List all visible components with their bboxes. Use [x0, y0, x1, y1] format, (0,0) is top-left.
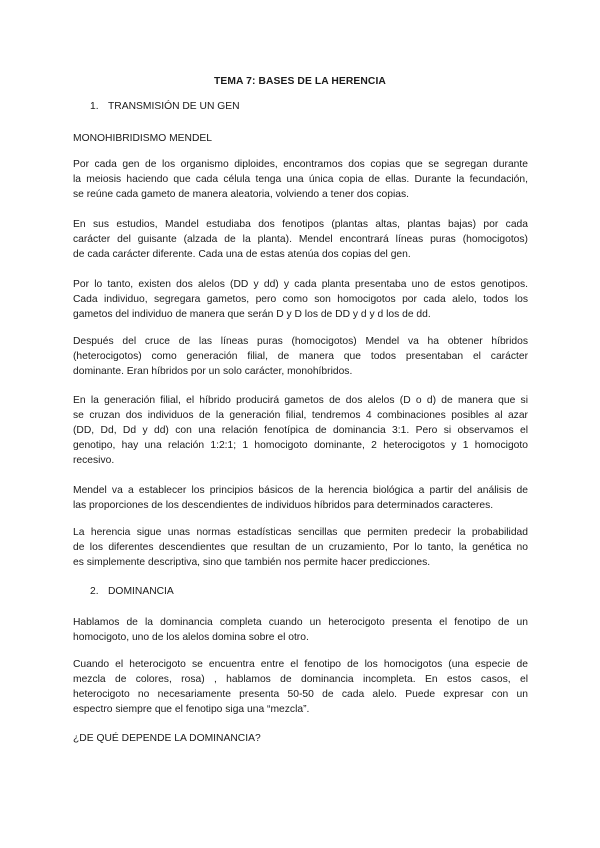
paragraph: [73, 525, 528, 570]
text-line: espectro siempre que el fenotipo siga una “mezcla”.: [73, 704, 310, 715]
section-label: DOMINANCIA: [108, 586, 174, 597]
question-heading: ¿DE QUÉ DEPENDE LA DOMINANCIA?: [73, 733, 261, 744]
text-line: de cada carácter diferente. Cada una de estas atenúa dos copias del gen.: [73, 249, 411, 260]
text-line: homocigoto, uno de los alelos domina sobre el otro.: [73, 632, 309, 643]
paragraph: [73, 615, 528, 645]
text-line: Por cada gen de los organismo diploides, encontramos dos copias que se segregan durante: [73, 159, 528, 170]
text-line: (DD, Dd, Dd y dd) con una relación fenotípica de dominancia 3:1. Pero si observamos el: [73, 425, 528, 436]
text-line: mezcla de colores, rosa) , hablamos de dominancia incompleta. En estos casos, el: [73, 674, 528, 685]
text-line: heterocigoto no necesariamente presenta 50-50 de cada alelo. Puede expresar con un: [73, 689, 528, 700]
text-line: es simplemente descriptiva, sino que también nos permite hacer predicciones.: [73, 557, 431, 568]
text-line: dominante. Eran híbridos por un solo carácter, monohíbridos.: [73, 366, 353, 377]
section-number: 1.: [90, 101, 99, 112]
text-line: las proporciones de los descendientes de individuos híbridos para determinados caracteres.: [73, 500, 494, 511]
text-line: Mendel va a establecer los principios básicos de la herencia biológica a partir del análisis de: [73, 485, 528, 496]
paragraph: [73, 657, 528, 717]
text-line: Después del cruce de las líneas puras (homocigotos) Mendel va ha obtener híbridos: [73, 336, 528, 347]
text-line: Cuando el heterocigoto se encuentra entre el fenotipo de los homocigotos (una especie de: [73, 659, 528, 670]
text-line: Hablamos de la dominancia completa cuando un heterocigoto presenta el fenotipo de un: [73, 617, 528, 628]
text-line: recesivo.: [73, 455, 115, 466]
paragraph: [73, 483, 528, 513]
text-line: Cada individuo, segregara gametos, pero como son homocigotos por cada alelo, todos los: [73, 294, 528, 305]
text-line: de los diferentes descendientes que resultan de un cruzamiento, Por lo tanto, la genética no: [73, 542, 528, 553]
text-line: se cruzan dos individuos de la generación filial, tendremos 4 combinaciones posibles al azar: [73, 410, 528, 421]
paragraph: [73, 157, 528, 202]
text-line: Por lo tanto, existen dos alelos (DD y dd) y cada planta presentaba uno de estos genotipos.: [73, 279, 528, 290]
text-line: se reúne cada gameto de manera aleatoria, volviendo a tener dos copias.: [73, 189, 410, 200]
section-heading-1: [90, 99, 240, 114]
text-line: En sus estudios, Mandel estudiaba dos fenotipos (plantas altas, plantas bajas) por cada: [73, 219, 528, 230]
subheading: MONOHIBRIDISMO MENDEL: [73, 133, 213, 144]
text-line: gametos del individuo de manera que serán D y D los de DD y d y d los de dd.: [73, 309, 431, 320]
text-line: carácter del guisante (alzada de la planta). Mendel encontrará líneas puras (homocigotos): [73, 234, 528, 245]
paragraph: [73, 277, 528, 322]
section-heading-2: [90, 584, 174, 599]
paragraph: [73, 217, 528, 262]
text-line: (heterocigotos) como generación filial, de manera que todos presentaban el carácter: [73, 351, 528, 362]
paragraph: [73, 393, 528, 468]
text-line: En la generación filial, el híbrido producirá gametos de dos alelos (D o d) de manera que si: [73, 395, 528, 406]
paragraph: [73, 334, 528, 379]
section-label: TRANSMISIÓN DE UN GEN: [108, 101, 240, 112]
page-title: TEMA 7: BASES DE LA HERENCIA: [214, 76, 386, 87]
text-line: La herencia sigue unas normas estadísticas sencillas que permiten predecir la probabilidad: [73, 527, 528, 538]
text-line: la meiosis haciendo que cada célula tenga una única copia de ellas. Durante la fecundación,: [73, 174, 528, 185]
text-line: genotipo, hay una relación 1:2:1; 1 homocigoto dominante, 2 heterocigotos y 1 homocigoto: [73, 440, 528, 451]
section-number: 2.: [90, 586, 99, 597]
